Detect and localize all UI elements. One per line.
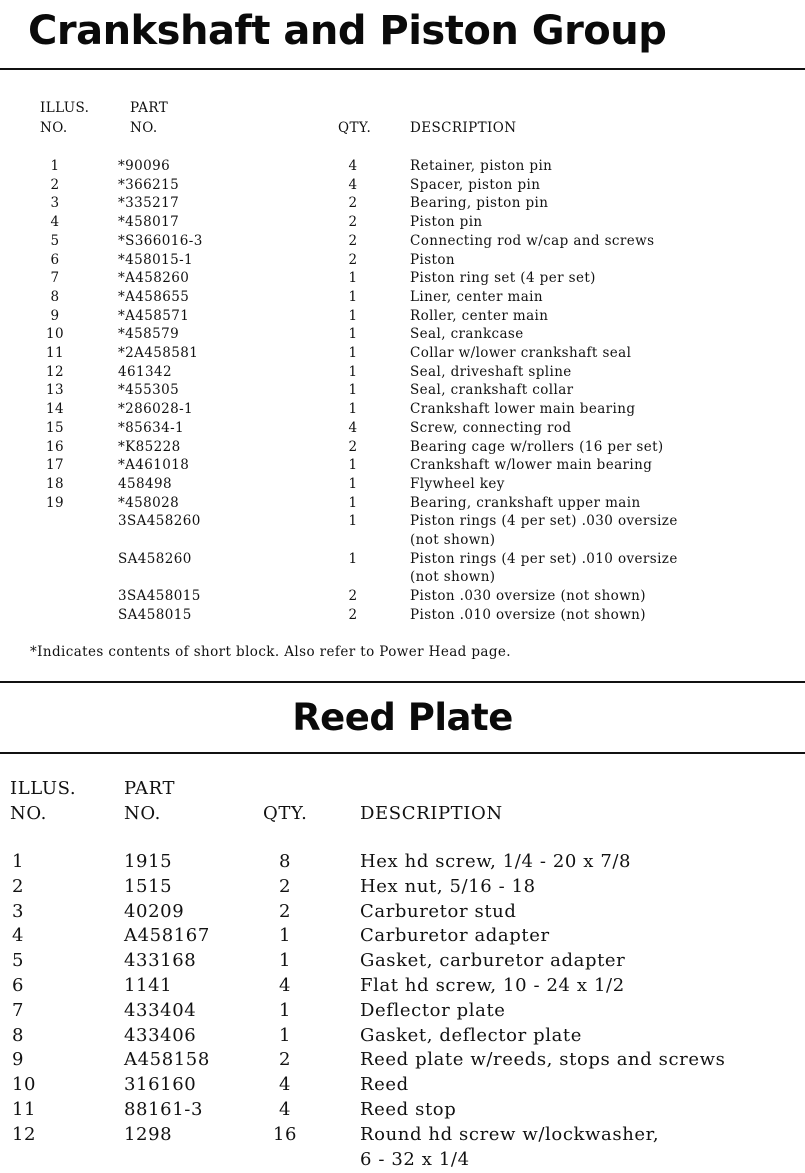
- description-header: DESCRIPTION: [410, 120, 517, 136]
- part-no-cell: *366215: [118, 176, 180, 193]
- qty-cell: 4: [348, 158, 358, 174]
- illus-header-line2: NO.: [40, 120, 68, 136]
- footnote: *Indicates contents of short block. Also refer to Power Head page.: [30, 644, 512, 660]
- qty-header: QTY.: [338, 120, 372, 136]
- qty-cell: 8: [278, 851, 292, 872]
- description-header: DESCRIPTION: [360, 803, 503, 824]
- qty-cell: 2: [278, 1049, 292, 1071]
- part-no-cell: *335217: [118, 195, 180, 212]
- qty-cell: 2: [348, 214, 358, 231]
- part-no-cell: 1515: [124, 875, 173, 897]
- illus-no-cell: 7: [12, 999, 25, 1021]
- illus-no-cell: 9: [12, 1049, 25, 1071]
- part-no-cell: *A461018: [118, 457, 190, 474]
- description-cell-continued: 6 - 32 x 1/4: [360, 1148, 470, 1170]
- reed-section-title: Reed Plate: [292, 696, 513, 739]
- illus-no-cell: 17: [46, 457, 64, 474]
- part-header-line1: PART: [124, 778, 176, 799]
- description-cell: Reed plate w/reeds, stops and screws: [360, 1049, 726, 1071]
- illus-no-cell: 16: [46, 438, 64, 455]
- part-no-cell: A458167: [124, 925, 210, 947]
- illus-no-cell: 4: [12, 925, 25, 947]
- illus-no-cell: 3: [12, 900, 25, 922]
- part-no-cell: 316160: [124, 1074, 197, 1096]
- qty-cell: 4: [348, 176, 358, 193]
- illus-no-cell: 3: [50, 195, 60, 212]
- qty-cell: 2: [348, 195, 358, 212]
- description-cell: Round hd screw w/lockwasher,: [360, 1123, 660, 1145]
- section-divider: [0, 681, 805, 683]
- part-no-cell: 1915: [124, 851, 173, 872]
- part-no-cell: 433168: [124, 950, 197, 972]
- part-header-line2: NO.: [130, 120, 158, 136]
- description-cell: Crankshaft w/lower main bearing: [410, 457, 653, 474]
- part-no-cell: 433406: [124, 1024, 197, 1046]
- qty-cell: 1: [348, 401, 358, 418]
- qty-cell: 1: [348, 307, 358, 324]
- illus-no-cell: 19: [46, 494, 64, 511]
- description-cell: Gasket, carburetor adapter: [360, 950, 626, 972]
- qty-cell: 2: [278, 875, 292, 897]
- qty-cell: 1: [348, 513, 358, 530]
- qty-cell: 2: [348, 606, 358, 623]
- section-divider: [0, 68, 805, 70]
- part-no-cell: *A458260: [118, 270, 190, 287]
- part-no-cell: *286028-1: [118, 401, 194, 418]
- qty-cell: 1: [348, 345, 358, 361]
- part-no-cell: 458498: [118, 475, 172, 492]
- description-cell: Reed stop: [360, 1099, 457, 1120]
- illus-no-cell: 13: [46, 382, 64, 399]
- description-cell: Hex hd screw, 1/4 - 20 x 7/8: [360, 851, 632, 872]
- description-cell: Carburetor stud: [360, 900, 517, 922]
- qty-cell: 1: [348, 382, 358, 399]
- description-cell: Seal, crankcase: [410, 326, 524, 343]
- qty-cell: 1: [278, 1024, 292, 1046]
- description-cell-continued: (not shown): [410, 532, 496, 548]
- part-no-cell: 1141: [124, 975, 173, 996]
- illus-header-line2: NO.: [10, 803, 47, 824]
- description-cell: Hex nut, 5/16 - 18: [360, 875, 536, 897]
- illus-no-cell: 7: [50, 270, 60, 287]
- illus-no-cell: 8: [50, 288, 60, 305]
- qty-cell: 1: [278, 950, 292, 972]
- qty-cell: 2: [348, 232, 358, 249]
- qty-cell: 2: [348, 588, 358, 605]
- description-cell: Deflector plate: [360, 999, 506, 1021]
- qty-cell: 4: [348, 419, 358, 436]
- qty-header: QTY.: [263, 803, 308, 824]
- illus-no-cell: 1: [50, 158, 60, 174]
- description-cell: Piston pin: [410, 214, 483, 231]
- description-cell: Piston .010 oversize (not shown): [410, 606, 646, 623]
- illus-no-cell: 11: [46, 345, 64, 361]
- part-no-cell: 1298: [124, 1123, 173, 1145]
- part-header-line1: PART: [130, 100, 169, 116]
- part-no-cell: SA458015: [118, 606, 192, 623]
- part-no-cell: *90096: [118, 158, 171, 174]
- part-header-line2: NO.: [124, 803, 161, 824]
- qty-cell: 2: [348, 438, 358, 455]
- illus-no-cell: 15: [46, 419, 64, 436]
- illus-no-cell: 2: [50, 176, 60, 193]
- qty-cell: 16: [272, 1123, 298, 1145]
- illus-no-cell: 1: [12, 851, 25, 872]
- part-no-cell: SA458260: [118, 550, 192, 567]
- illus-no-cell: 8: [12, 1024, 25, 1046]
- qty-cell: 4: [278, 975, 292, 996]
- part-no-cell: *A458571: [118, 307, 190, 324]
- description-cell: Seal, crankshaft collar: [410, 382, 574, 399]
- part-no-cell: 3SA458015: [118, 588, 201, 605]
- illus-header-line1: ILLUS.: [10, 778, 77, 799]
- part-no-cell: *458015-1: [118, 251, 194, 268]
- description-cell: Spacer, piston pin: [410, 176, 541, 193]
- description-cell: Roller, center main: [410, 307, 549, 324]
- illus-no-cell: 11: [12, 1099, 37, 1120]
- qty-cell: 1: [348, 326, 358, 343]
- illus-no-cell: 5: [12, 950, 25, 972]
- description-cell: Piston .030 oversize (not shown): [410, 588, 646, 605]
- illus-no-cell: 6: [50, 251, 60, 268]
- description-cell: Retainer, piston pin: [410, 158, 553, 174]
- description-cell: Screw, connecting rod: [410, 419, 572, 436]
- qty-cell: 1: [348, 363, 358, 380]
- description-cell: Connecting rod w/cap and screws: [410, 232, 655, 249]
- illus-no-cell: 2: [12, 875, 25, 897]
- illus-no-cell: 12: [46, 363, 64, 380]
- qty-cell: 2: [348, 251, 358, 268]
- part-no-cell: *458017: [118, 214, 180, 231]
- qty-cell: 4: [278, 1074, 292, 1096]
- qty-cell: 1: [348, 288, 358, 305]
- description-cell: Flywheel key: [410, 475, 505, 492]
- description-cell: Carburetor adapter: [360, 925, 550, 947]
- part-no-cell: *S366016-3: [118, 232, 203, 249]
- qty-cell: 1: [348, 494, 358, 511]
- illus-no-cell: 5: [50, 232, 60, 249]
- description-cell: Piston rings (4 per set) .010 oversize: [410, 550, 678, 567]
- illus-no-cell: 10: [46, 326, 64, 343]
- description-cell: Seal, driveshaft spline: [410, 363, 572, 380]
- qty-cell: 1: [348, 270, 358, 287]
- description-cell: Piston: [410, 251, 455, 268]
- description-cell: Piston ring set (4 per set): [410, 270, 596, 287]
- qty-cell: 1: [348, 475, 358, 492]
- description-cell: Collar w/lower crankshaft seal: [410, 345, 632, 361]
- description-cell: Bearing, crankshaft upper main: [410, 494, 641, 511]
- description-cell: Gasket, deflector plate: [360, 1024, 583, 1046]
- description-cell: Liner, center main: [410, 288, 543, 305]
- section-divider: [0, 752, 805, 754]
- illus-no-cell: 6: [12, 975, 25, 996]
- part-no-cell: *2A458581: [118, 345, 199, 361]
- illus-no-cell: 4: [50, 214, 60, 231]
- illus-no-cell: 10: [12, 1074, 37, 1096]
- qty-cell: 1: [348, 457, 358, 474]
- description-cell: Bearing cage w/rollers (16 per set): [410, 438, 664, 455]
- description-cell: Reed: [360, 1074, 409, 1096]
- qty-cell: 4: [278, 1099, 292, 1120]
- part-no-cell: *K85228: [118, 438, 181, 455]
- part-no-cell: *458028: [118, 494, 180, 511]
- description-cell: Piston rings (4 per set) .030 oversize: [410, 513, 678, 530]
- part-no-cell: *455305: [118, 382, 180, 399]
- qty-cell: 1: [348, 550, 358, 567]
- part-no-cell: *458579: [118, 326, 180, 343]
- part-no-cell: 461342: [118, 363, 172, 380]
- part-no-cell: A458158: [124, 1049, 210, 1071]
- part-no-cell: 88161-3: [124, 1099, 203, 1120]
- illus-header-line1: ILLUS.: [40, 100, 90, 116]
- part-no-cell: *A458655: [118, 288, 190, 305]
- part-no-cell: 3SA458260: [118, 513, 201, 530]
- illus-no-cell: 12: [12, 1123, 37, 1145]
- description-cell-continued: (not shown): [410, 569, 496, 586]
- illus-no-cell: 14: [46, 401, 64, 418]
- crankshaft-section-title: Crankshaft and Piston Group: [28, 8, 667, 54]
- part-no-cell: 40209: [124, 900, 185, 922]
- part-no-cell: 433404: [124, 999, 197, 1021]
- illus-no-cell: 9: [50, 307, 60, 324]
- description-cell: Flat hd screw, 10 - 24 x 1/2: [360, 975, 625, 996]
- part-no-cell: *85634-1: [118, 419, 185, 436]
- qty-cell: 2: [278, 900, 292, 922]
- qty-cell: 1: [278, 925, 292, 947]
- description-cell: Crankshaft lower main bearing: [410, 401, 636, 418]
- qty-cell: 1: [278, 999, 292, 1021]
- description-cell: Bearing, piston pin: [410, 195, 549, 212]
- illus-no-cell: 18: [46, 475, 64, 492]
